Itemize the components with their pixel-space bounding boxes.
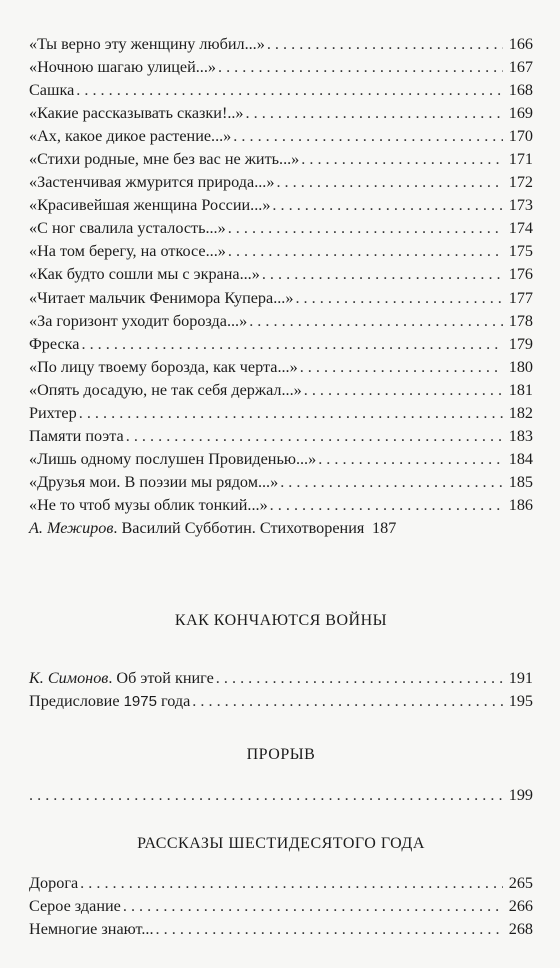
entry-page: 172 — [508, 173, 533, 192]
toc-entry — [29, 56, 533, 79]
entry-page: 268 — [508, 920, 533, 939]
entry-page: 173 — [508, 196, 533, 215]
entry-page: 179 — [508, 334, 533, 353]
entry-page: 181 — [508, 380, 533, 399]
entry-title: «Ах, какое дикое растение...» — [29, 127, 232, 146]
section-heading-stories: РАССКАЗЫ ШЕСТИДЕСЯТОГО ГОДА — [137, 835, 425, 852]
toc-entry — [29, 33, 533, 56]
entry-page: 195 — [508, 692, 533, 711]
toc-entry — [29, 895, 533, 918]
toc-entry — [29, 494, 533, 517]
entry-title: «Читает мальчик Фенимора Купера...» — [29, 288, 294, 307]
leader-dots — [301, 148, 503, 171]
entry-title — [29, 667, 216, 690]
toc-breakthrough-list — [29, 784, 533, 807]
toc-entry — [29, 471, 533, 494]
leader-dots — [249, 310, 503, 333]
entry-page: 166 — [508, 35, 533, 53]
leader-dots — [262, 263, 503, 286]
entry-page: 187 — [372, 518, 397, 537]
entry-author: К. Симонов — [29, 669, 109, 687]
toc-entry-afterword — [29, 517, 533, 540]
entry-page: 178 — [508, 311, 533, 330]
toc-entry — [29, 379, 533, 402]
toc-entry — [29, 171, 533, 194]
entry-title: Рихтер — [29, 403, 77, 422]
leader-dots — [276, 171, 503, 194]
toc-wars-list — [29, 667, 533, 713]
entry-title-text: Предисловие — [29, 692, 124, 711]
entry-title: «Стихи родные, мне без вас не жить...» — [29, 150, 300, 169]
leader-dots — [280, 471, 503, 494]
entry-title: Памяти поэта — [29, 426, 124, 445]
entry-page: 176 — [508, 265, 533, 284]
toc-poems-list — [29, 33, 533, 540]
toc-stories-list — [29, 872, 533, 941]
entry-author: А. Межиров — [29, 518, 114, 537]
leader-dots — [272, 194, 503, 217]
toc-entry-breakthrough — [29, 784, 533, 807]
toc-entry — [29, 310, 533, 333]
entry-title: Дорога — [29, 874, 79, 892]
entry-page: 169 — [508, 104, 533, 123]
toc-entry — [29, 287, 533, 310]
leader-dots — [300, 356, 503, 379]
leader-dots — [156, 918, 503, 941]
entry-title: Немногие знают... — [29, 920, 154, 939]
entry-page: 170 — [508, 127, 533, 146]
entry-title-text: . Об этой книге — [108, 669, 214, 687]
toc-entry — [29, 194, 533, 217]
entry-page: 180 — [508, 357, 533, 376]
entry-page: 183 — [508, 426, 533, 445]
entry-page: 191 — [508, 669, 533, 687]
entry-title: «Какие рассказывать сказки!..» — [29, 104, 244, 123]
leader-dots — [228, 240, 503, 263]
entry-page: 185 — [508, 472, 533, 491]
entry-title: «На том берегу, на откосе...» — [29, 242, 226, 261]
leader-dots — [295, 287, 503, 310]
entry-title: «Ночною шагаю улицей...» — [29, 58, 216, 77]
leader-dots — [79, 402, 503, 425]
toc-entry — [29, 425, 533, 448]
toc-entry — [29, 102, 533, 125]
entry-title: «Как будто сошли мы с экрана...» — [29, 265, 260, 284]
entry-title: Серое здание — [29, 897, 121, 916]
leader-dots — [318, 448, 503, 471]
entry-title: Фреска — [29, 334, 80, 353]
entry-title: «За горизонт уходит борозда...» — [29, 311, 248, 330]
toc-entry — [29, 217, 533, 240]
toc-entry — [29, 356, 533, 379]
entry-title: «Не то чтоб музы облик тонкий...» — [29, 495, 268, 514]
toc-entry — [29, 148, 533, 171]
leader-dots — [218, 56, 503, 79]
leader-dots — [304, 379, 503, 402]
toc-entry — [29, 240, 533, 263]
leader-dots — [76, 79, 503, 102]
entry-page: 171 — [508, 150, 533, 169]
entry-title: «Лишь одному послушен Провиденью...» — [29, 449, 317, 468]
entry-title: «Красивейшая женщина России...» — [29, 196, 271, 215]
leader-dots — [81, 333, 503, 356]
toc-entry-foreword — [29, 667, 533, 690]
entry-title — [29, 517, 366, 540]
leader-dots — [228, 217, 503, 240]
toc-entry — [29, 79, 533, 102]
entry-title: «Застенчивая жмурится природа...» — [29, 173, 275, 192]
entry-page: 177 — [508, 288, 533, 307]
entry-page: 265 — [508, 874, 533, 892]
entry-year: 1975 — [123, 693, 157, 711]
leader-dots — [126, 425, 503, 448]
leader-dots — [80, 872, 503, 895]
entry-title: «С ног свалила усталость...» — [29, 219, 226, 238]
entry-title: «Ты верно эту женщину любил...» — [29, 35, 265, 53]
entry-page: 182 — [508, 403, 533, 422]
entry-page: 174 — [508, 219, 533, 238]
leader-dots — [123, 895, 503, 918]
entry-title: «По лицу твоему борозда, как черта...» — [29, 357, 298, 376]
toc-entry — [29, 872, 533, 895]
section-heading-wars: КАК КОНЧАЮТСЯ ВОЙНЫ — [174, 612, 388, 629]
leader-dots — [267, 33, 503, 56]
leader-dots — [29, 784, 503, 807]
entry-title: Сашка — [29, 81, 75, 100]
entry-page: 168 — [508, 81, 533, 100]
leader-dots — [233, 125, 503, 148]
leader-dots — [246, 102, 503, 125]
entry-title: «Опять досадую, не так себя держал...» — [29, 380, 302, 399]
entry-title: «Друзья мои. В поэзии мы рядом...» — [29, 472, 279, 491]
toc-entry — [29, 263, 533, 286]
section-heading-breakthrough: ПРОРЫВ — [246, 746, 316, 763]
leader-dots — [270, 494, 503, 517]
toc-entry-preface — [29, 690, 533, 713]
toc-entry — [29, 125, 533, 148]
entry-title-suffix: года — [156, 692, 191, 711]
leader-dots — [216, 667, 503, 690]
entry-page: 175 — [508, 242, 533, 261]
entry-page: 184 — [508, 449, 533, 468]
toc-entry — [29, 402, 533, 425]
entry-page: 167 — [508, 58, 533, 77]
leader-dots — [192, 690, 503, 713]
entry-title — [29, 690, 192, 713]
entry-page: 199 — [508, 786, 533, 804]
toc-entry — [29, 333, 533, 356]
entry-page: 186 — [508, 495, 533, 514]
toc-entry — [29, 448, 533, 471]
toc-entry — [29, 918, 533, 941]
entry-title-text: . Василий Субботин. Стихотворения — [113, 518, 365, 537]
entry-page: 266 — [508, 897, 533, 916]
